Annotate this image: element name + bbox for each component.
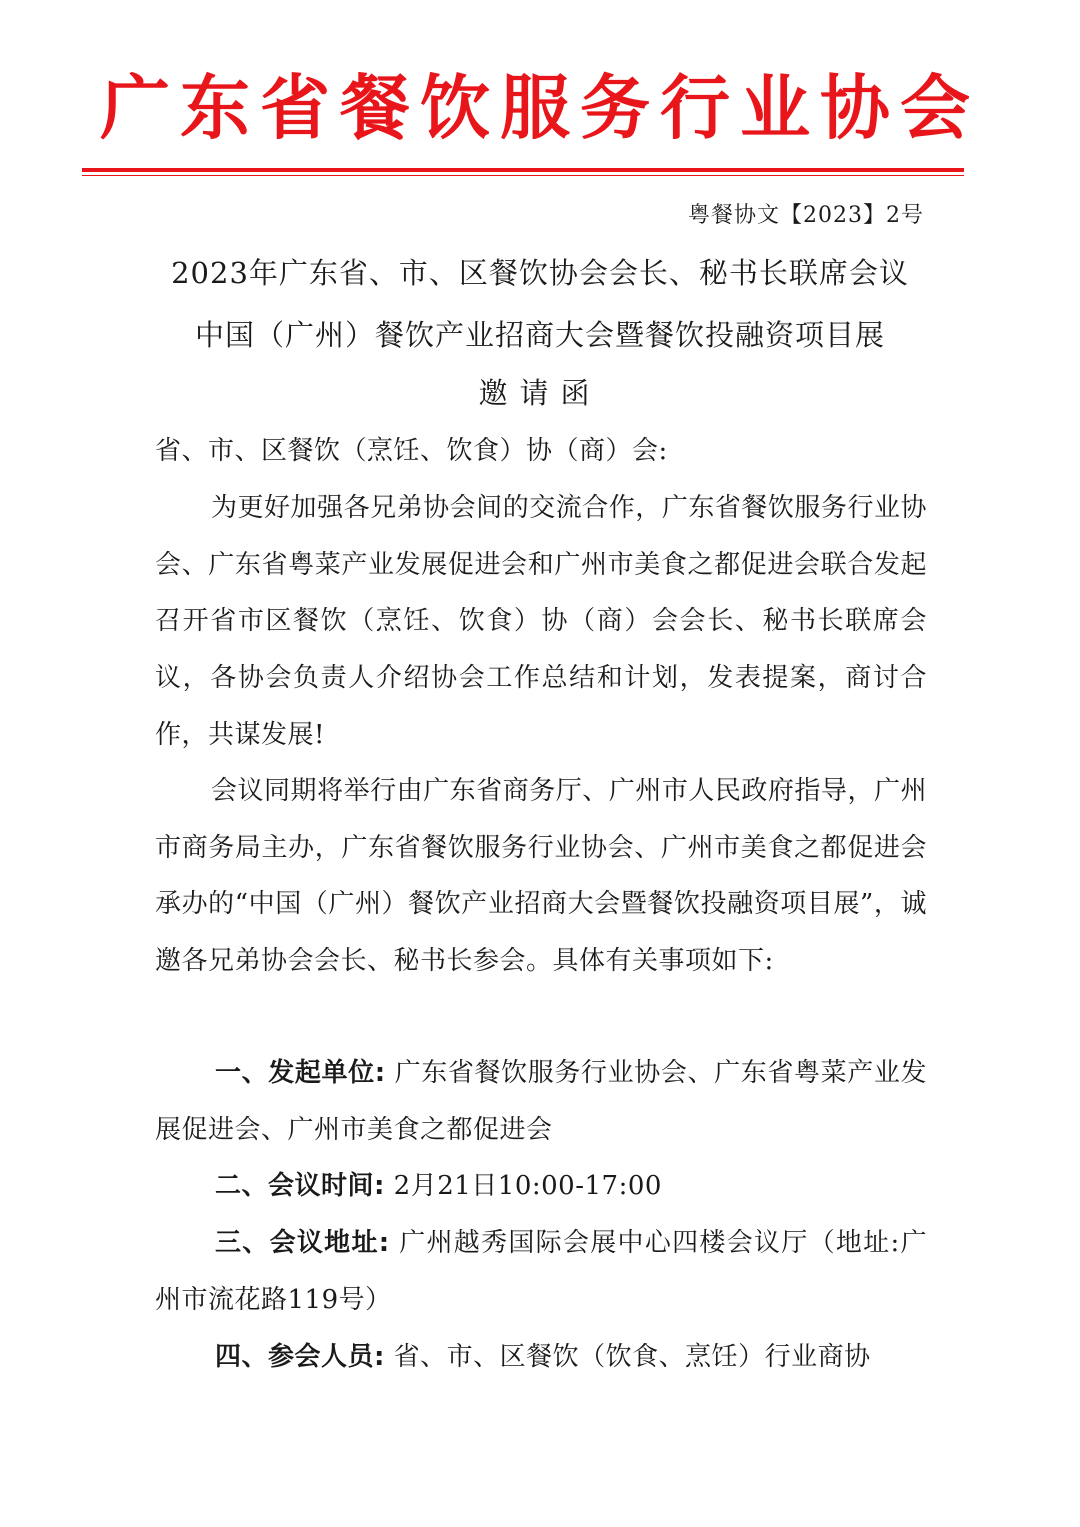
item-organizers — [155, 1045, 927, 1158]
item-meeting-time — [155, 1158, 927, 1215]
item-text: 2月21日10:00-17:00 — [393, 1171, 662, 1201]
title-line-2: 中国（广州）餐饮产业招商大会暨餐饮投融资项目展 — [194, 318, 885, 352]
document-number: 粤餐协文【2023】2号 — [688, 203, 924, 228]
letterhead-divider-thick — [82, 168, 964, 172]
paragraph-intro: 为更好加强各兄弟协会间的交流合作，广东省餐饮服务行业协会、广东省粤菜产业发展促进会和广州市美食之都促进会联合发起召开省市区餐饮（烹饪、饮食）协（商）会会长、秘书长联席会议，各协会负责人介绍协会工作总结和计划，发表提案，商讨合作，共谋发展! — [155, 493, 927, 750]
item-label: 三、会议地址: — [215, 1228, 390, 1258]
item-meeting-address — [155, 1215, 927, 1328]
salutation: 省、市、区餐饮（烹饪、饮食）协（商）会: — [155, 436, 668, 466]
organization-name: 广东省餐饮服务行业协会 — [100, 67, 980, 149]
item-attendees — [155, 1329, 927, 1386]
item-text: 省、市、区餐饮（饮食、烹饪）行业商协 — [393, 1342, 871, 1372]
letterhead-divider-thin — [82, 175, 964, 176]
title-line-1: 2023年广东省、市、区餐饮协会会长、秘书长联席会议 — [171, 256, 909, 290]
item-label: 一、发起单位: — [215, 1058, 386, 1088]
paragraph-event: 会议同期将举行由广东省商务厅、广州市人民政府指导，广州市商务局主办，广东省餐饮服务行业协会、广州市美食之都促进会承办的“中国（广州）餐饮产业招商大会暨餐饮投融资项目展”，诚邀各兄弟协会会长、秘书长参会。具体有关事项如下: — [155, 776, 927, 977]
title-line-3: 邀请函 — [478, 376, 602, 410]
item-text: 广州越秀国际会展中心四楼会议厅（地址:广州市流花路119号） — [155, 1228, 928, 1315]
item-label: 二、会议时间: — [215, 1171, 385, 1201]
item-text: 广东省餐饮服务行业协会、广东省粤菜产业发展促进会、广州市美食之都促进会 — [155, 1058, 927, 1145]
item-label: 四、参会人员: — [215, 1342, 385, 1372]
